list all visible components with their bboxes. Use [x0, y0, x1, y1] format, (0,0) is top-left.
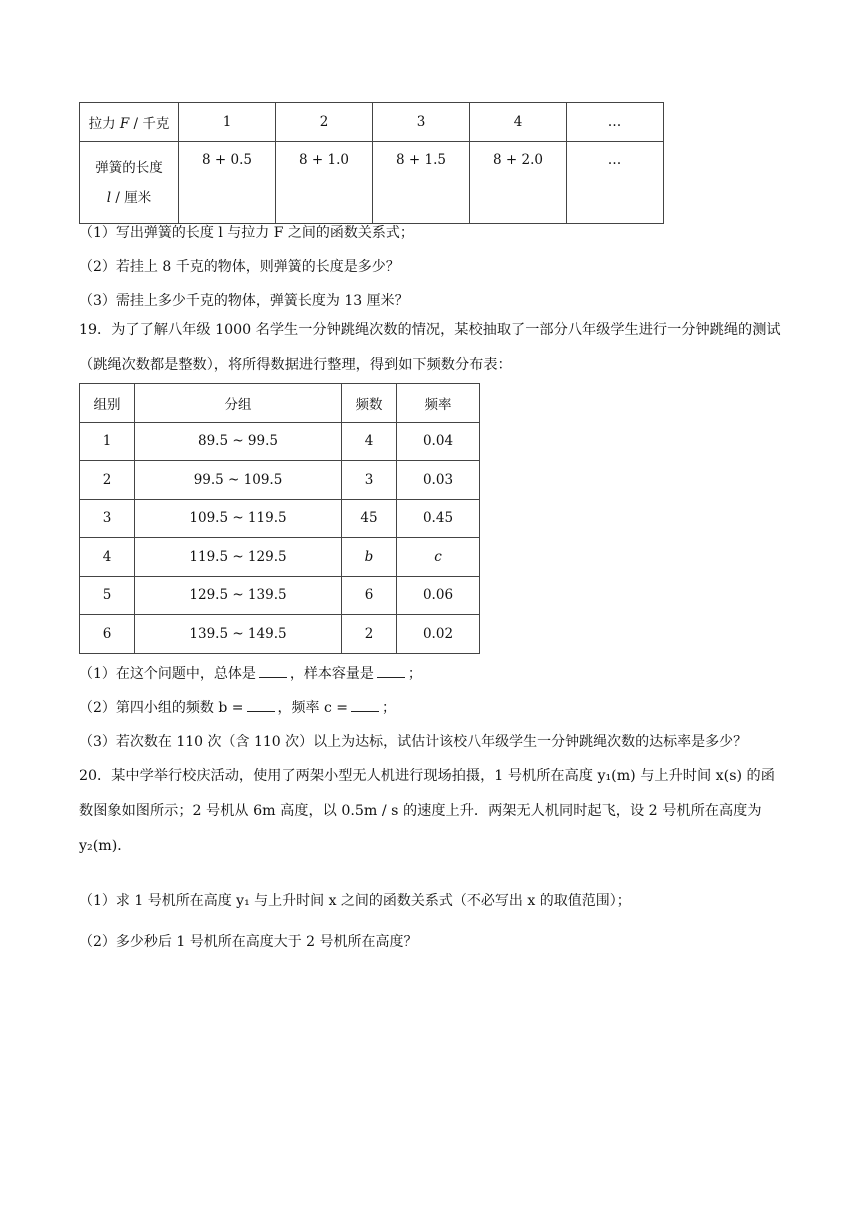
- table-cell: 8 + 1.5: [373, 142, 470, 224]
- table-cell: 6: [80, 615, 135, 654]
- answer-blank: [377, 663, 405, 678]
- q20-part1: （1）求 1 号机所在高度 y₁ 与上升时间 x 之间的函数关系式（不必写出 x 的取值范围）；: [79, 893, 631, 909]
- table-row: [80, 422, 480, 461]
- table-row: [80, 103, 664, 142]
- table-cell: 4: [80, 538, 135, 577]
- table-cell: 139.5 ~ 149.5: [135, 615, 342, 654]
- table-row: [80, 461, 480, 500]
- q19-intro: 19．为了了解八年级 1000 名学生一分钟跳绳次数的情况，某校抽取了一部分八年级学生进行一分钟跳绳的测试（跳绳次数都是整数），将所得数据进行整理，得到如下频数分布表：: [79, 322, 781, 373]
- table-cell: 3: [80, 499, 135, 538]
- table-cell: 2: [276, 103, 373, 142]
- spring-length-table: [79, 102, 664, 224]
- table-row: [80, 576, 480, 615]
- table-cell: 4: [342, 422, 397, 461]
- table-cell: c: [397, 538, 480, 577]
- answer-blank: [351, 697, 379, 712]
- table-cell: 2: [342, 615, 397, 654]
- q19-part3: （3）若次数在 110 次（含 110 次）以上为达标，试估计该校八年级学生一分钟跳绳次数的达标率是多少？: [79, 734, 748, 750]
- table-header-row: [80, 384, 480, 423]
- row-header-force: 拉力 F / 千克: [80, 103, 179, 142]
- table-cell: 0.02: [397, 615, 480, 654]
- header-cell: 分组: [135, 384, 342, 423]
- table-cell: …: [567, 103, 664, 142]
- table-cell: 8 + 0.5: [179, 142, 276, 224]
- q18-part3: （3）需挂上多少千克的物体，弹簧长度为 13 厘米？: [79, 293, 409, 309]
- header-cell: 频率: [397, 384, 480, 423]
- header-cell: 组别: [80, 384, 135, 423]
- table-cell: 109.5 ~ 119.5: [135, 499, 342, 538]
- table-cell: 5: [80, 576, 135, 615]
- q18-part2: （2）若挂上 8 千克的物体，则弹簧的长度是多少？: [79, 259, 400, 275]
- table-cell: 8 + 2.0: [470, 142, 567, 224]
- table-cell: 6: [342, 576, 397, 615]
- table-row: [80, 538, 480, 577]
- table-cell: 2: [80, 461, 135, 500]
- q20-part2: （2）多少秒后 1 号机所在高度大于 2 号机所在高度？: [79, 934, 418, 950]
- table-cell: 0.45: [397, 499, 480, 538]
- table-row: [80, 142, 664, 224]
- table-row: [80, 499, 480, 538]
- row-header-length: 弹簧的长度 l / 厘米: [80, 142, 179, 224]
- table-cell: …: [567, 142, 664, 224]
- answer-blank: [259, 663, 287, 678]
- table-cell: 1: [179, 103, 276, 142]
- table-cell: 4: [470, 103, 567, 142]
- table-cell: 3: [342, 461, 397, 500]
- q19-part1: （1）在这个问题中，总体是 ，样本容量是 ；: [79, 663, 422, 683]
- table-cell: 0.03: [397, 461, 480, 500]
- table-cell: 0.04: [397, 422, 480, 461]
- q20-intro: 20．某中学举行校庆活动，使用了两架小型无人机进行现场拍摄，1 号机所在高度 y₁(m) 与上升时间 x(s) 的函数图象如图所示；2 号机从 6m 高度，以 0.5m / s 的速度上升．两架无人机同时起飞，设 2 号机所在高度为 y₂(m)．: [79, 768, 775, 854]
- table-cell: 119.5 ~ 129.5: [135, 538, 342, 577]
- frequency-table: [79, 383, 480, 654]
- table-row: [80, 615, 480, 654]
- table-cell: 8 + 1.0: [276, 142, 373, 224]
- table-cell: b: [342, 538, 397, 577]
- table-cell: 89.5 ~ 99.5: [135, 422, 342, 461]
- table-cell: 129.5 ~ 139.5: [135, 576, 342, 615]
- table-cell: 1: [80, 422, 135, 461]
- table-cell: 3: [373, 103, 470, 142]
- q18-part1: （1）写出弹簧的长度 l 与拉力 F 之间的函数关系式；: [79, 225, 414, 241]
- table-cell: 0.06: [397, 576, 480, 615]
- header-cell: 频数: [342, 384, 397, 423]
- table-cell: 45: [342, 499, 397, 538]
- q19-part2: （2）第四小组的频数 b = ，频率 c = ；: [79, 697, 396, 717]
- table-cell: 99.5 ~ 109.5: [135, 461, 342, 500]
- answer-blank: [247, 697, 275, 712]
